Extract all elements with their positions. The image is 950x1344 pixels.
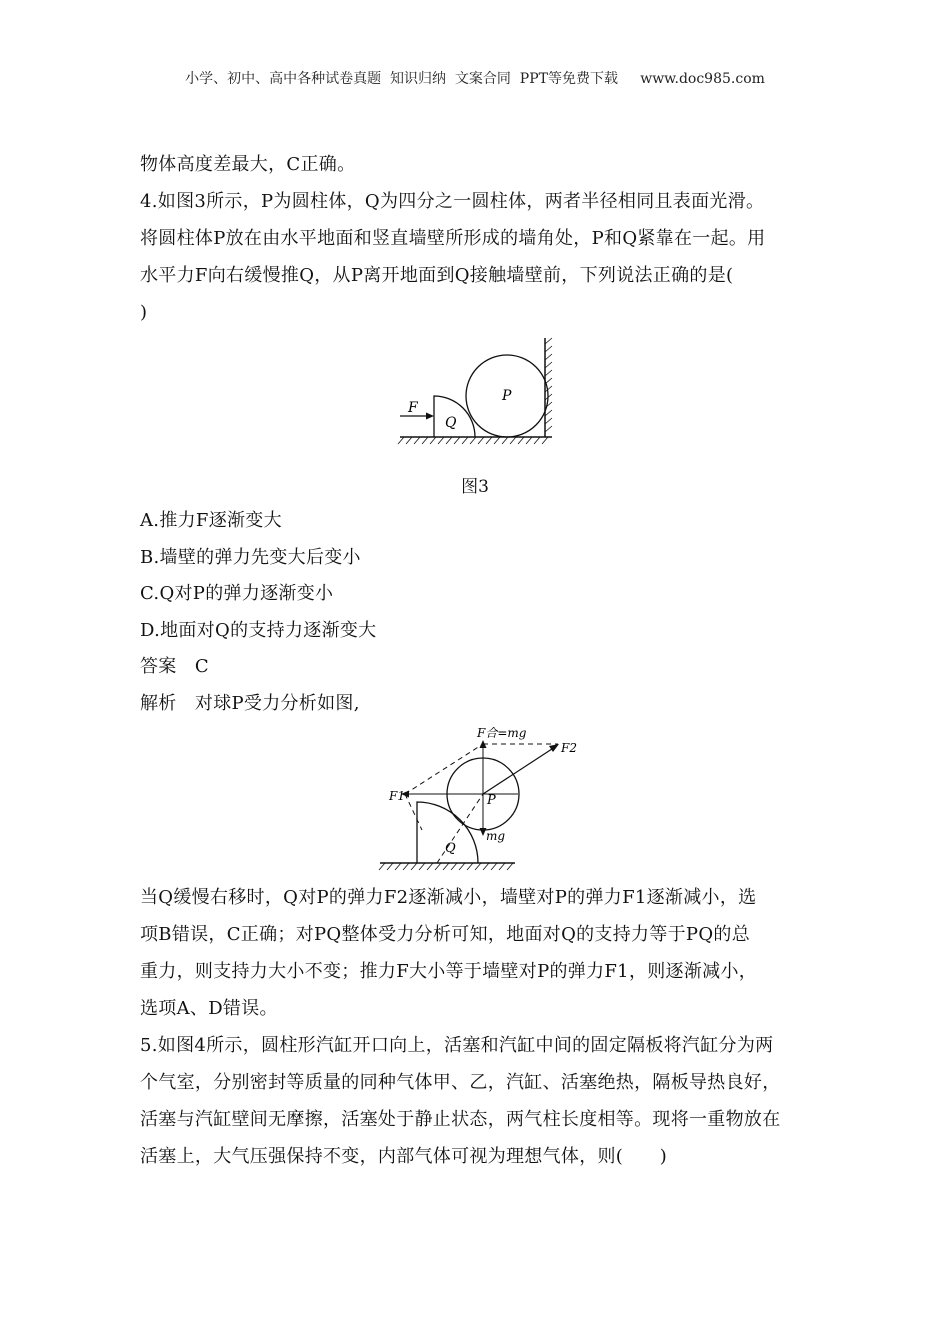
question-5-line-3: 活塞与汽缸壁间无摩擦，活塞处于静止状态，两气柱长度相等。现将一重物放在 — [140, 1109, 781, 1130]
figure-3-label-p: P — [502, 388, 512, 404]
question-4-line-3: 水平力F向右缓慢推Q，从P离开地面到Q接触墙壁前，下列说法正确的是( — [140, 265, 734, 286]
label-f2: F2 — [561, 741, 577, 755]
question-4-line-4: ) — [140, 302, 148, 323]
label-mg: mg — [486, 829, 506, 843]
figure-3-caption: 图3 — [461, 477, 489, 497]
force-analysis-figure — [375, 722, 580, 872]
option-a: A.推力F逐渐变大 — [140, 510, 282, 531]
label-p: P — [487, 793, 496, 808]
label-f-he: F合=mg — [477, 726, 527, 740]
option-b: B.墙壁的弹力先变大后变小 — [140, 547, 361, 568]
previous-answer-tail: 物体高度差最大，C正确。 — [140, 154, 356, 175]
question-4-line-1: 4.如图3所示，P为圆柱体，Q为四分之一圆柱体，两者半径相同且表面光滑。 — [140, 191, 765, 212]
question-5-line-1: 5.如图4所示，圆柱形汽缸开口向上，活塞和汽缸中间的固定隔板将汽缸分为两 — [140, 1035, 774, 1056]
label-q: Q — [445, 841, 456, 856]
question-4-line-2: 将圆柱体P放在由水平地面和竖直墙壁所形成的墙角处，P和Q紧靠在一起。用 — [140, 228, 766, 249]
label-f1: F1 — [389, 789, 405, 803]
option-c: C.Q对P的弹力逐渐变小 — [140, 583, 334, 604]
question-5-line-4: 活塞上，大气压强保持不变，内部气体可视为理想气体，则( ) — [140, 1146, 668, 1167]
figure-3-label-q: Q — [445, 415, 457, 431]
figure-3-label-f: F — [408, 400, 418, 416]
analysis-line-4: 选项A、D错误。 — [140, 998, 278, 1019]
page-header: 小学、初中、高中各种试卷真题 知识归纳 文案合同 PPT等免费下载 www.doc985.com — [185, 71, 765, 87]
analysis-line-2: 项B错误，C正确；对PQ整体受力分析可知，地面对Q的支持力等于PQ的总 — [140, 924, 750, 945]
answer: 答案 C — [140, 656, 209, 677]
analysis-line-3: 重力，则支持力大小不变；推力F大小等于墙壁对P的弹力F1，则逐渐减小， — [140, 961, 758, 982]
option-d: D.地面对Q的支持力逐渐变大 — [140, 620, 377, 641]
question-5-line-2: 个气室，分别密封等质量的同种气体甲、乙，汽缸、活塞绝热，隔板导热良好， — [140, 1072, 781, 1093]
analysis-line-1: 当Q缓慢右移时，Q对P的弹力F2逐渐减小，墙壁对P的弹力F1逐渐减小，选 — [140, 887, 757, 908]
figure-3 — [390, 330, 570, 450]
analysis-intro: 解析 对球P受力分析如图, — [140, 693, 360, 714]
